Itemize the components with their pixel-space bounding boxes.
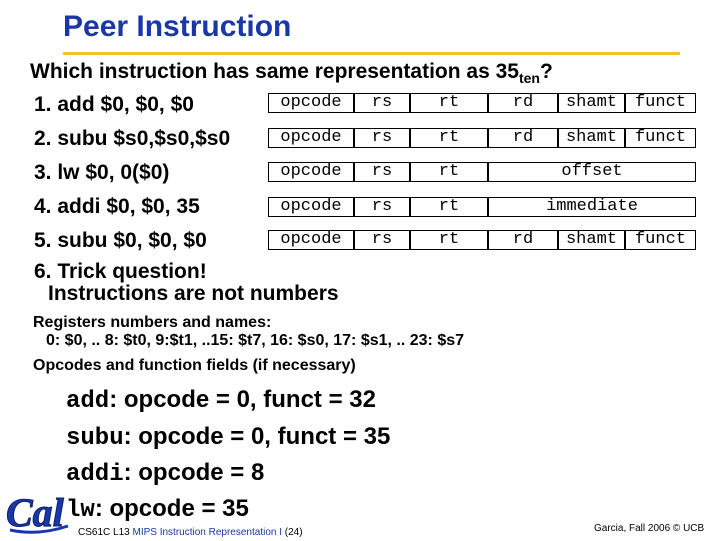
registers-heading: Registers numbers and names: (33, 314, 272, 331)
option-6-detail: Instructions are not numbers (48, 282, 339, 305)
option-6: 6. Trick question! (34, 260, 207, 283)
title-underline (63, 52, 680, 55)
field-opcode: opcode (268, 93, 354, 113)
field-rt: rt (410, 162, 488, 182)
question-text: Which instruction has same representation as 35 (30, 60, 519, 83)
field-shamt: shamt (558, 230, 625, 250)
field-rs: rs (354, 93, 410, 113)
opcode-desc: : opcode = 8 (123, 459, 265, 486)
field-opcode: opcode (268, 128, 354, 148)
field-rs: rs (354, 162, 410, 182)
field-immediate: immediate (488, 197, 696, 217)
question-end: ? (539, 60, 553, 83)
footer-page: (24) (282, 527, 303, 538)
option-3: 3. lw $0, 0($0) (34, 161, 170, 184)
opcode-lw (66, 495, 249, 524)
option-1: 1. add $0, $0, $0 (34, 93, 194, 116)
field-rd: rd (488, 93, 558, 113)
field-shamt: shamt (558, 93, 625, 113)
slide-title: Peer Instruction (63, 10, 292, 43)
registers-list: 0: $0, .. 8: $t0, 9:$t1, ..15: $t7, 16: $s0, 17: $s1, .. 23: $s7 (46, 332, 465, 349)
question-subscript: ten (518, 70, 540, 87)
field-funct: funct (625, 93, 696, 113)
footer-course-code: CS61C L13 (78, 527, 133, 538)
field-offset: offset (488, 162, 696, 182)
field-rt: rt (410, 93, 488, 113)
footer-credit: Garcia, Fall 2006 © UCB (594, 523, 705, 534)
field-shamt: shamt (558, 128, 625, 148)
field-rs: rs (354, 197, 410, 217)
cal-logo (4, 486, 72, 536)
field-opcode: opcode (268, 197, 354, 217)
option-5: 5. subu $0, $0, $0 (34, 229, 207, 252)
opcodes-heading: Opcodes and function fields (if necessary) (33, 357, 356, 374)
opcode-desc: : opcode = 35 (94, 495, 249, 522)
opcode-mnemonic: subu (66, 425, 124, 452)
footer-lecture: MIPS Instruction Representation I (132, 527, 283, 538)
opcode-desc: : opcode = 0, funct = 35 (123, 423, 391, 450)
footer-course (78, 527, 303, 538)
option-2: 2. subu $s0,$s0,$s0 (34, 127, 231, 150)
field-rt: rt (410, 128, 488, 148)
opcode-mnemonic: addi (66, 461, 124, 488)
field-funct: funct (625, 128, 696, 148)
question (30, 60, 553, 86)
field-rt: rt (410, 197, 488, 217)
opcode-add (66, 386, 376, 415)
field-rd: rd (488, 230, 558, 250)
field-rs: rs (354, 230, 410, 250)
opcode-subu (66, 423, 390, 452)
field-opcode: opcode (268, 230, 354, 250)
opcode-mnemonic: lw (66, 497, 95, 524)
opcode-addi (66, 459, 264, 488)
field-rs: rs (354, 128, 410, 148)
field-rt: rt (410, 230, 488, 250)
opcode-desc: : opcode = 0, funct = 32 (109, 386, 376, 413)
field-funct: funct (625, 230, 696, 250)
field-rd: rd (488, 128, 558, 148)
option-4: 4. addi $0, $0, 35 (34, 195, 200, 218)
field-opcode: opcode (268, 162, 354, 182)
svg-text:Cal: Cal (6, 490, 64, 535)
opcode-mnemonic: add (66, 388, 110, 415)
